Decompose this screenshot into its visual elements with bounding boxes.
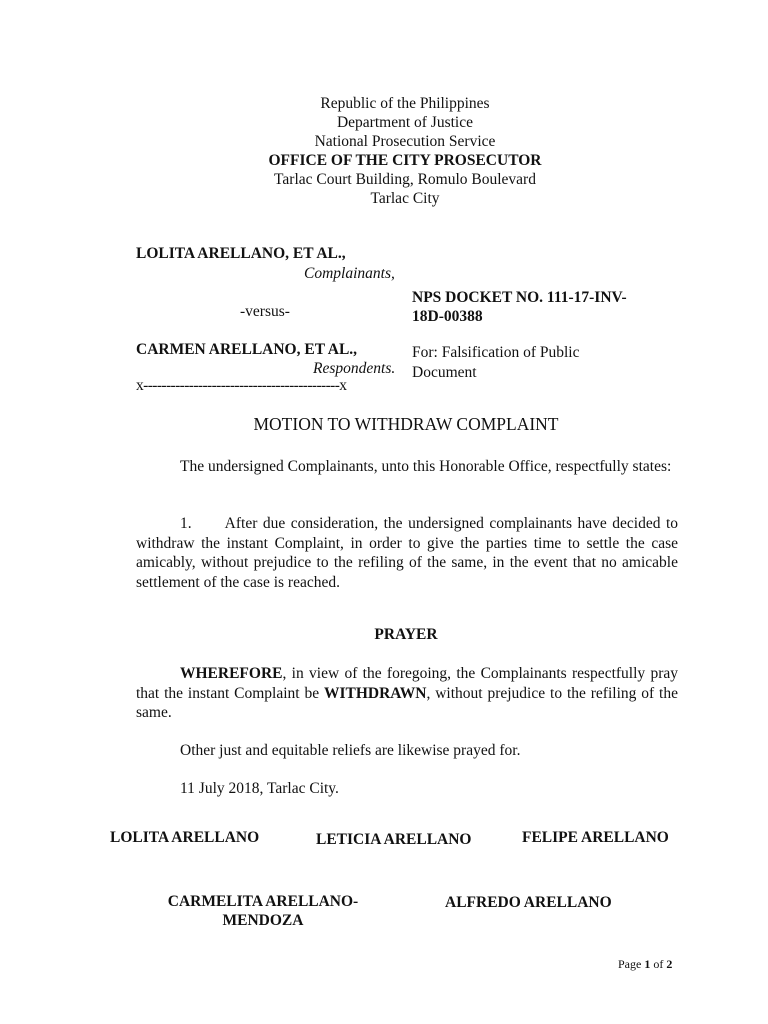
item-1-paragraph xyxy=(136,514,678,592)
item-1 xyxy=(136,514,678,592)
wherefore-paragraph xyxy=(136,664,678,723)
signatory-alfredo: ALFREDO ARELLANO xyxy=(445,894,612,911)
of-word: of xyxy=(653,957,664,971)
current-page: 1 xyxy=(644,957,651,971)
withdrawn-emphasis: WITHDRAWN xyxy=(323,684,427,702)
intro-text: The undersigned Complainants, unto this Honorable Office, respectfully states: xyxy=(180,458,672,475)
item-1-text: After due consideration, the undersigned complainants have decided to withdraw the instant Complaint, in order to give the parties time to settle the case amicably, without prejudice to the refiling of the same, in the event that no amicable settlement of the case is reached. xyxy=(136,515,679,591)
wherefore-tail: , without prejudice to the refiling of the same. xyxy=(136,684,678,721)
docket-number-line2: 18D-00388 xyxy=(412,308,483,325)
signatory-carmelita xyxy=(150,892,376,930)
versus-label: -versus- xyxy=(240,303,290,320)
signatory-lolita: LOLITA ARELLANO xyxy=(110,829,260,846)
header-republic: Republic of the Philippines xyxy=(320,95,490,112)
signatory-carmelita-line2: MENDOZA xyxy=(222,912,304,929)
other-reliefs-paragraph xyxy=(136,741,678,761)
prayer-heading: PRAYER xyxy=(374,626,438,643)
document-title: MOTION TO WITHDRAW COMPLAINT xyxy=(253,414,559,434)
header-address: Tarlac Court Building, Romulo Boulevard xyxy=(274,171,536,188)
complainant-role: Complainants, xyxy=(304,265,395,282)
header-department: Department of Justice xyxy=(336,114,473,131)
page-number xyxy=(618,957,672,972)
date-place: 11 July 2018, Tarlac City. xyxy=(180,780,339,797)
wherefore-body: , in view of the foregoing, the Complainants respectfully pray that the instant Complaint be xyxy=(136,665,678,702)
letterhead xyxy=(0,94,768,208)
date-paragraph xyxy=(136,779,678,799)
respondent-role: Respondents. xyxy=(313,360,396,377)
total-pages: 2 xyxy=(666,957,673,971)
intro-paragraph xyxy=(136,457,678,477)
wherefore-text xyxy=(136,664,678,723)
complainant-name: LOLITA ARELLANO, ET AL., xyxy=(136,245,346,262)
wherefore-lead: WHEREFORE xyxy=(180,665,283,682)
caption-divider: x-------------------------------------------x xyxy=(136,377,347,394)
page-word: Page xyxy=(618,957,642,971)
item-1-number: 1. xyxy=(180,515,192,532)
respondent-name: CARMEN ARELLANO, ET AL., xyxy=(136,341,358,358)
docket-number-line1: NPS DOCKET NO. 111-17-INV- xyxy=(412,289,627,306)
header-office: OFFICE OF THE CITY PROSECUTOR xyxy=(268,152,542,169)
signatory-felipe: FELIPE ARELLANO xyxy=(522,829,669,846)
header-city: Tarlac City xyxy=(370,190,440,207)
other-reliefs-text: Other just and equitable reliefs are likewise prayed for. xyxy=(180,742,521,759)
offense-line1: For: Falsification of Public xyxy=(412,344,580,361)
signatory-carmelita-line1: CARMELITA ARELLANO- xyxy=(167,893,359,910)
header-service: National Prosecution Service xyxy=(314,133,496,150)
offense-line2: Document xyxy=(412,364,477,381)
signatory-leticia: LETICIA ARELLANO xyxy=(316,831,472,848)
